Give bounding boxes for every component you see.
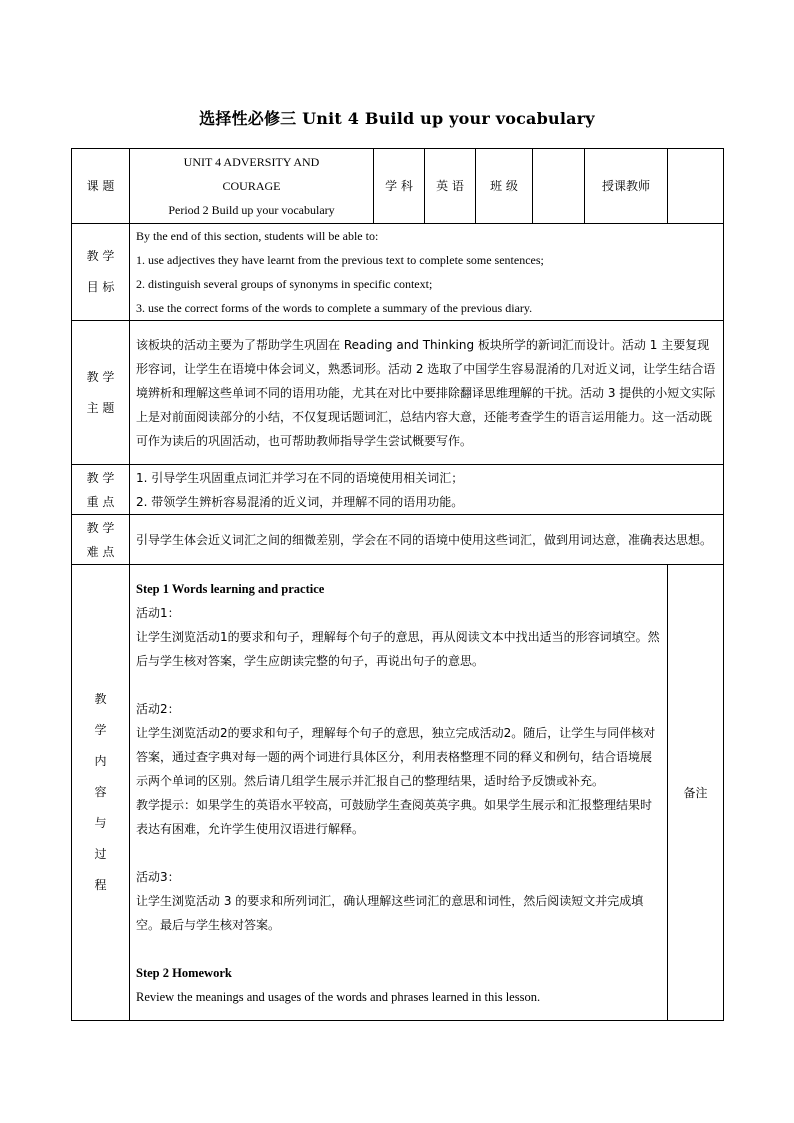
activity2-title: 活动2： xyxy=(136,701,180,716)
subject-value: 英 语 xyxy=(425,149,476,224)
course-line: UNIT 4 ADVERSITY AND xyxy=(183,155,320,169)
class-label: 班 级 xyxy=(476,149,533,224)
difficulties-row xyxy=(72,515,724,565)
objective-line: 3. use the correct forms of the words to complete a summary of the previous diary. xyxy=(136,301,533,315)
remarks-cell: 备注 xyxy=(668,565,724,1021)
activity3-text: 让学生浏览活动 3 的要求和所列词汇，确认理解这些词汇的意思和词性，然后阅读短文并完成填空。最后与学生核对答案。 xyxy=(136,893,644,932)
label-line: 教 学 xyxy=(86,470,115,485)
step1-title: Step 1 Words learning and practice xyxy=(136,581,325,596)
process-row xyxy=(72,565,724,1021)
subject-label: 学 科 xyxy=(374,149,425,224)
key-points-content xyxy=(130,465,724,515)
label-line: 重 点 xyxy=(86,494,115,509)
label-line: 教 学 xyxy=(86,520,115,535)
key-points-label xyxy=(72,465,130,515)
process-content xyxy=(130,565,668,1021)
label-char: 容 xyxy=(94,785,107,799)
step2-title: Step 2 Homework xyxy=(136,965,232,980)
key-points-row xyxy=(72,465,724,515)
label-char: 教 xyxy=(94,692,107,706)
label-char: 学 xyxy=(94,723,107,737)
difficulties-content: 引导学生体会近义词汇之间的细微差别，学会在不同的语境中使用这些词汇，做到用词达意，准确表达思想。 xyxy=(130,515,724,565)
label-line: 主 题 xyxy=(86,400,115,415)
label-char: 过 xyxy=(94,847,107,861)
activity1-text: 让学生浏览活动1的要求和句子，理解每个句子的意思，再从阅读文本中找出适当的形容词填空。然后与学生核对答案，学生应朗读完整的句子，再说出句子的意思。 xyxy=(136,629,660,668)
objectives-row xyxy=(72,224,724,321)
teacher-label: 授课教师 xyxy=(585,149,668,224)
activity1-title: 活动1： xyxy=(136,605,180,620)
objective-line: 2. distinguish several groups of synonyms in specific context; xyxy=(136,277,433,291)
label-line: 教 学 xyxy=(86,369,115,384)
key-point-line: 2. 带领学生辨析容易混淆的近义词，并理解不同的语用功能。 xyxy=(136,494,464,509)
label-line: 教 学 xyxy=(86,249,115,263)
page-title: 选择性必修三 Unit 4 Build up your vocabulary xyxy=(199,109,595,128)
activity2-text: 让学生浏览活动2的要求和句子，理解每个句子的意思，独立完成活动2。随后，让学生与同伴核对答案，通过查字典对每一题的两个词进行具体区分，利用表格整理不同的释义和例句，结合语境展示两个单词的区别。然后请几组学生展示并汇报自己的整理结果，适时给予反馈或补充。 xyxy=(136,725,656,788)
objective-line: By the end of this section, students will be able to: xyxy=(136,229,379,243)
key-point-line: 1. 引导学生巩固重点词汇并学习在不同的语境使用相关词汇； xyxy=(136,470,464,485)
label-char: 内 xyxy=(94,754,107,768)
difficulties-label xyxy=(72,515,130,565)
label-char: 与 xyxy=(94,816,107,830)
course-label: 课 题 xyxy=(72,149,130,224)
process-label xyxy=(72,565,130,1021)
teacher-value xyxy=(668,149,724,224)
label-char: 程 xyxy=(94,878,107,892)
course-line: Period 2 Build up your vocabulary xyxy=(168,203,335,217)
lesson-plan-table xyxy=(71,148,724,1021)
header-row xyxy=(72,149,724,224)
label-line: 目 标 xyxy=(86,280,115,294)
objective-line: 1. use adjectives they have learnt from the previous text to complete some sentences; xyxy=(136,253,544,267)
course-value xyxy=(130,149,374,224)
objectives-content xyxy=(130,224,724,321)
step2-text: Review the meanings and usages of the words and phrases learned in this lesson. xyxy=(136,989,541,1004)
theme-content: 该板块的活动主要为了帮助学生巩固在 Reading and Thinking 板块所学的新词汇而设计。活动 1 主要复现形容词，让学生在语境中体会词义，熟悉词形。活动 2 选取了中国学生容易混淆的几对近义词，让学生结合语境辨析和理解这些单词不同的语用功能，尤其在对比中要排除翻译思维理解的干扰。活动 3 提供的小短文实际上是对前面阅读部分的小结，不仅复现话题词汇，总结内容大意，还能考查学生的语言运用能力。这一活动既可作为读后的巩固活动，也可帮助教师指导学生尝试概要写作。 xyxy=(130,321,724,465)
theme-row xyxy=(72,321,724,465)
class-value xyxy=(533,149,585,224)
course-line: COURAGE xyxy=(222,179,281,193)
objectives-label xyxy=(72,224,130,321)
activity3-title: 活动3： xyxy=(136,869,180,884)
label-line: 难 点 xyxy=(86,544,115,559)
teaching-tip-text: 教学提示：如果学生的英语水平较高，可鼓励学生查阅英英字典。如果学生展示和汇报整理结果时表达有困难，允许学生使用汉语进行解释。 xyxy=(136,797,653,836)
theme-label xyxy=(72,321,130,465)
